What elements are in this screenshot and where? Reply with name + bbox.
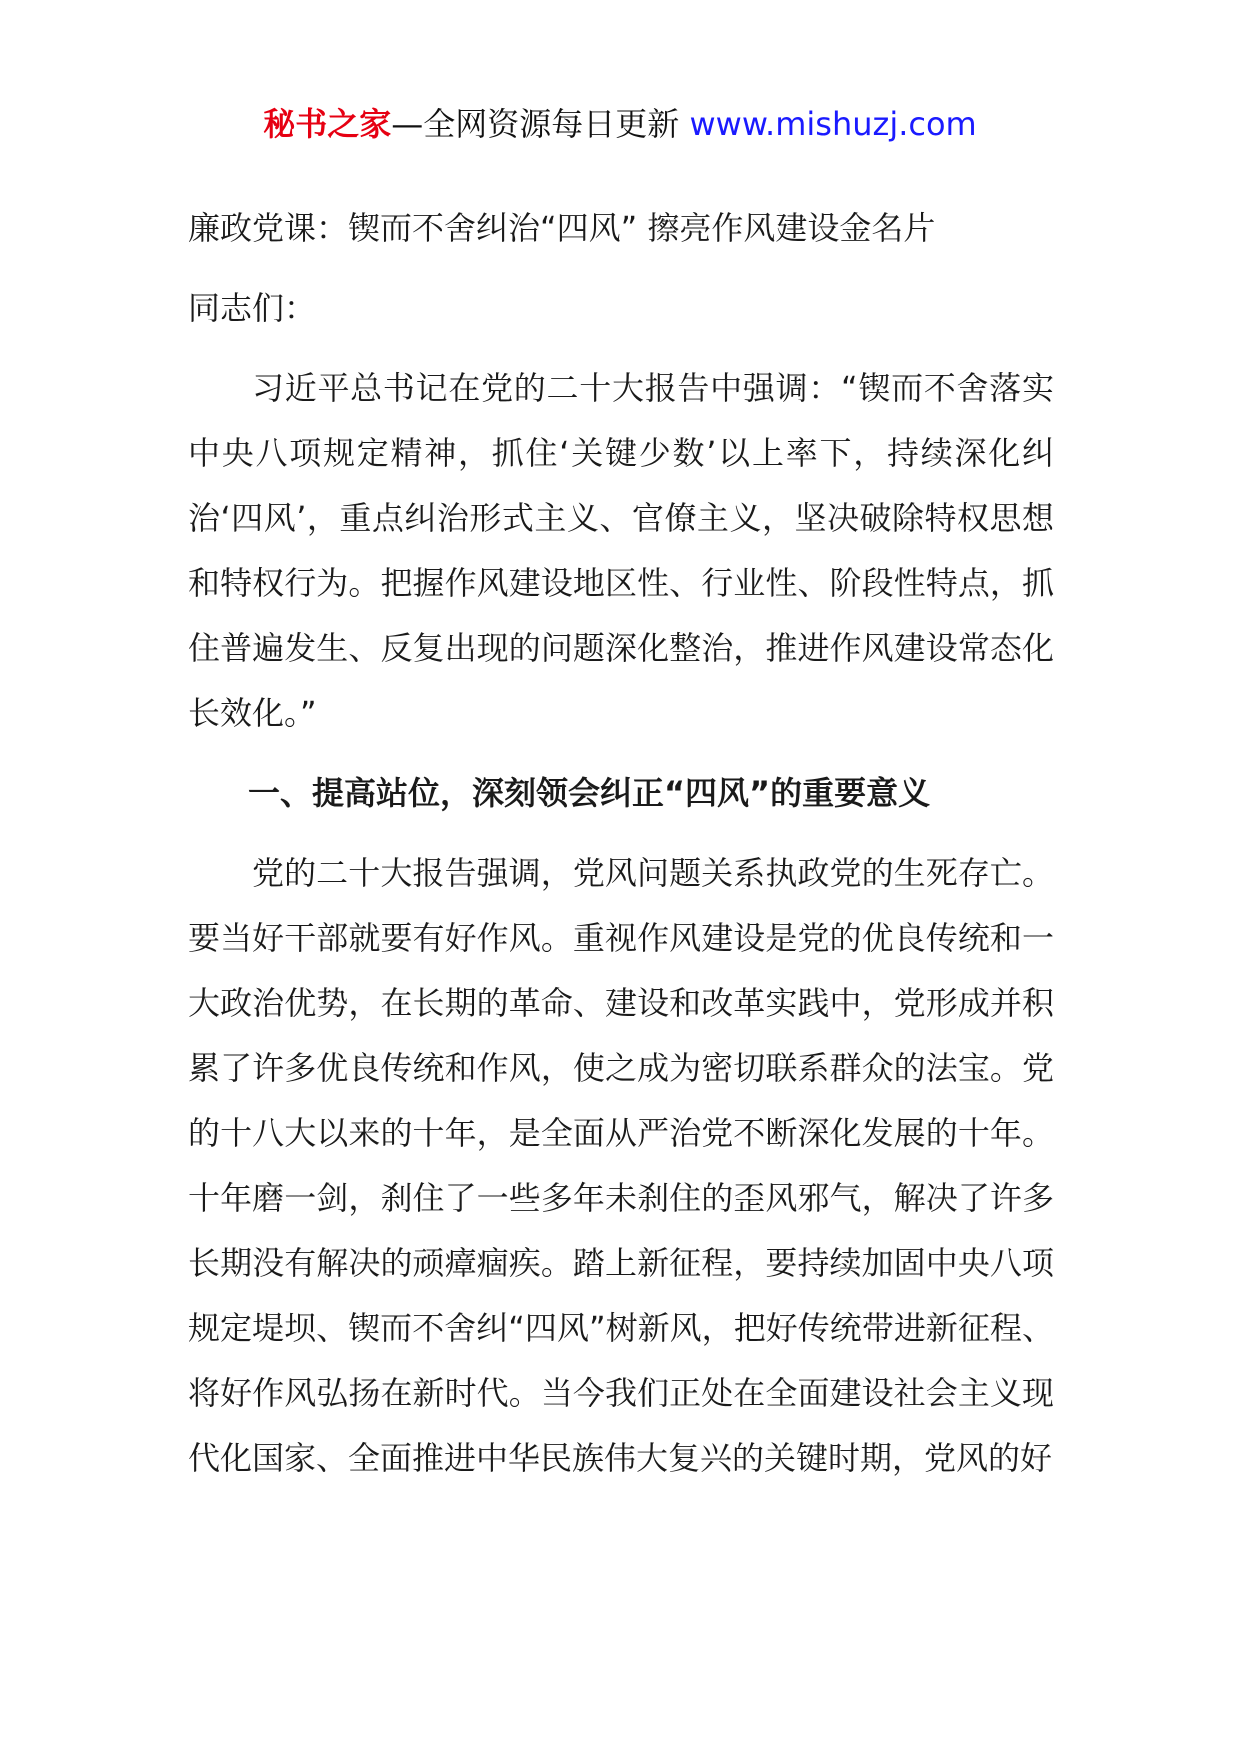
greeting: 同志们： [188, 289, 317, 327]
header-slogan: —全网资源每日更新 [391, 105, 690, 143]
section-heading: 一、提高站位，深刻领会纠正“四风”的重要意义 [248, 774, 931, 812]
body-paragraph: 习近平总书记在党的二十大报告中强调：“锲而不舍落实中央八项规定精神，抓住‘关键少数’以上率下，持续深化纠治‘四风’，重点纠治形式主义、官僚主义，坚决破除特权思想和特权行为。把握作风建设地区性、行业性、阶段性特点，抓住普遍发生、反复出现的问题深化整治，推进作风建设常态化长效化。” [188, 369, 1054, 732]
site-header [0, 100, 1240, 148]
site-url-link[interactable]: www.mishuzj.com [689, 105, 977, 143]
body-paragraph: 党的二十大报告强调，党风问题关系执政党的生死存亡。要当好干部就要有好作风。重视作风建设是党的优良传统和一大政治优势，在长期的革命、建设和改革实践中，党形成并积累了许多优良传统和作风，使之成为密切联系群众的法宝。党的十八大以来的十年，是全面从严治党不断深化发展的十年。十年磨一剑，刹住了一些多年未刹住的歪风邪气，解决了许多长期没有解决的顽瘴痼疾。踏上新征程，要持续加固中央八项规定堤坝、锲而不舍纠“四风”树新风，把好传统带进新征程、将好作风弘扬在新时代。当今我们正处在全面建设社会主义现代化国家、全面推进中华民族伟大复兴的关键时期，党风的好 [188, 854, 1054, 1477]
brand-name: 秘书之家 [263, 105, 392, 143]
document-body [188, 196, 1054, 1491]
document-title: 廉政党课：锲而不舍纠治“四风” 擦亮作风建设金名片 [188, 209, 936, 247]
